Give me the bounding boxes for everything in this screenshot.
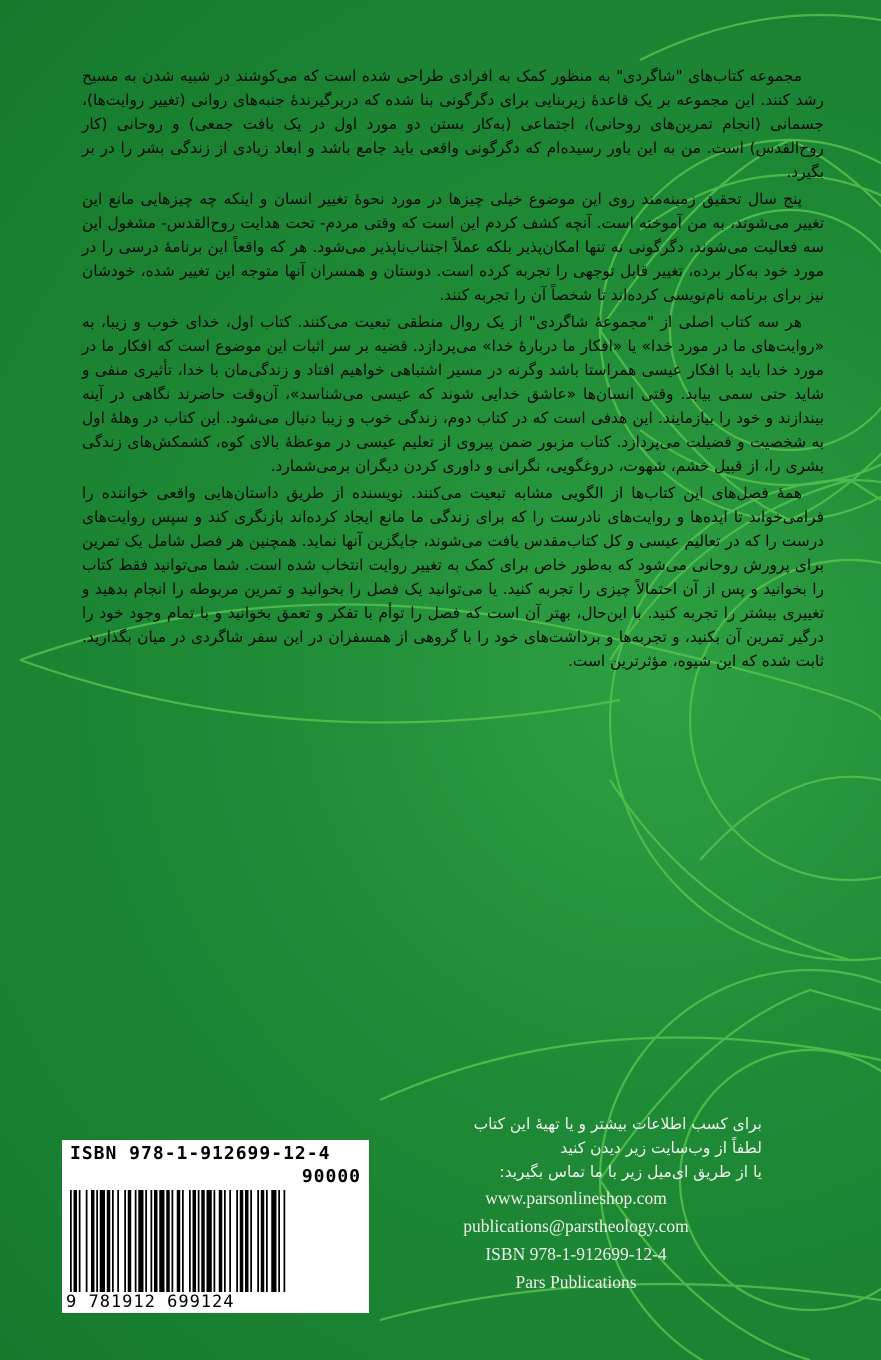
back-cover-description	[82, 64, 824, 676]
barcode-ean-digits: 9 781912 699124	[66, 1292, 235, 1312]
publisher-name: Pars Publications	[515, 1272, 637, 1292]
paragraph-1: مجموعه کتاب‌های "شاگردی" به منظور کمک به افرادی طراحی شده است که می‌کوشند در شبیه شدن به مسیح رشد کنند. این مجموعه بر یک قاعدهٔ زیربنایی برای دگرگونی بنا شده که دربرگیرندهٔ جنبه‌های روانی (تغییر روایت‌ها)، جسمانی (انجام تمرین‌های روحانی)، اجتماعی (به‌کار بستن دو مورد اول در یک بافت جمعی) و روحانی (کار روح‌القدس) است. من به این باور رسیده‌ام که دگرگونی واقعی باید جامع باشد و ابعاد زیادی از زندگی بشر را در بر بگیرد.	[82, 67, 824, 181]
barcode-isbn-label: ISBN 978-1-912699-12-4	[70, 1143, 331, 1164]
barcode-price-code: 90000	[301, 1166, 361, 1187]
contact-line-2: لطفاً از وب‌سایت زیر دیدن کنید	[560, 1139, 762, 1157]
website-link[interactable]: www.parsonlineshop.com	[485, 1188, 667, 1208]
barcode-bars	[70, 1190, 361, 1292]
contact-line-1: برای کسب اطلاعات بیشتر و یا تهیهٔ این کتاب	[473, 1115, 762, 1133]
contact-block	[390, 1112, 762, 1296]
isbn-text: ISBN 978-1-912699-12-4	[485, 1244, 667, 1264]
paragraph-2: پنج سال تحقیق زمینه‌مند روی این موضوع خیلی چیزها در مورد نحوهٔ تغییر انسان و اینکه چه چیزهایی مانع این تغییر می‌شوند، به من آموخته است. آنچه کشف کردم این است که وقتی مردم- تحت هدایت روح‌القدس- مشغول این سه فعالیت می‌شوند، دگرگونی نه تنها امکان‌پذیر بلکه عملاً اجتناب‌ناپذیر می‌شود. هر که واقعاً این برنامهٔ درسی را در مورد خود به‌کار برده، تغییر قابل توجهی را تجربه کرده است. دوستان و همسران آنها متوجه این تغییر شده، خودشان نیز برای برنامه نام‌نویسی کرده‌اند تا شخصاً آن را تجربه کنند.	[82, 190, 824, 304]
email-link[interactable]: publications@parstheology.com	[463, 1216, 689, 1236]
paragraph-4: همهٔ فصل‌های این کتاب‌ها از الگویی مشابه تبعیت می‌کنند. نویسنده از طریق داستان‌هایی واقعی خواننده را فرامی‌خواند تا ایده‌ها و روایت‌های نادرست را که برای زندگی ما مانع ایجاد کرده‌اند بازنگری کند و سپس روایت‌های درست را که در تعالیم عیسی و کل کتاب‌مقدس یافت می‌شوند، جایگزین آنها نماید. همچنین هر فصل شامل یک تمرین برای پرورش روحانی می‌شود که به‌طور خاص برای کمک به تغییر روایت انتخاب شده است. شما می‌توانید فقط کتاب را بخوانید و پس از آن احتمالاً چیزی را تجربه کنید. یا می‌توانید یک فصل را بخوانید و تمرین مربوطه را انجام بدهید و تغییری بیشتر را تجربه کنید. با این‌حال، بهتر آن است که فصل را توأم با تفکر و تعمق بخوانید و با تمام وجود خود را درگیر تمرین آن بکنید، و تجربه‌ها و برداشت‌های خود را با گروهی از همسفران در این سفر شاگردی در میان بگذارید. ثابت شده که این شیوه، مؤثرترین است.	[82, 484, 824, 670]
paragraph-3: هر سه کتاب اصلی از "مجموعهٔ شاگردی" از یک روال منطقی تبعیت می‌کنند. کتاب اول، خدای خوب و زیبا، به «روایت‌های ما در مورد خدا» یا «افکار ما دربارهٔ خدا» می‌پردازد. قضیه بر سر اثبات این موضوع است که افکار ما در مورد خدا باید با افکار عیسی همراستا باشد وگرنه در مسیر اشتباهی خواهیم افتاد و زندگی‌مان با خدا، تأثیری منفی و شاید حتی سمی بیابد. وقتی انسان‌ها «عاشق خدایی شوند که عیسی می‌شناسد»، آن‌وقت حاضرند نگاهی در آینه بیندازند و خود را بیازمایند. این هدفی است که در کتاب دوم، زندگی خوب و زیبا دنبال می‌شود. این کتاب در وهلهٔ اول به شخصیت و فضیلت می‌پردازد. کتاب مزبور ضمن پیروی از تعلیم عیسی در موعظهٔ بالای کوه، کشمکش‌های زندگی بشری را، از قبیل خشم، شهوت، دروغگویی، نگرانی و داوری کردن دیگران برمی‌شمارد.	[82, 313, 824, 475]
isbn-barcode	[62, 1140, 369, 1313]
contact-line-3: یا از طریق ای‌میل زیر با ما تماس بگیرید:	[499, 1163, 762, 1181]
